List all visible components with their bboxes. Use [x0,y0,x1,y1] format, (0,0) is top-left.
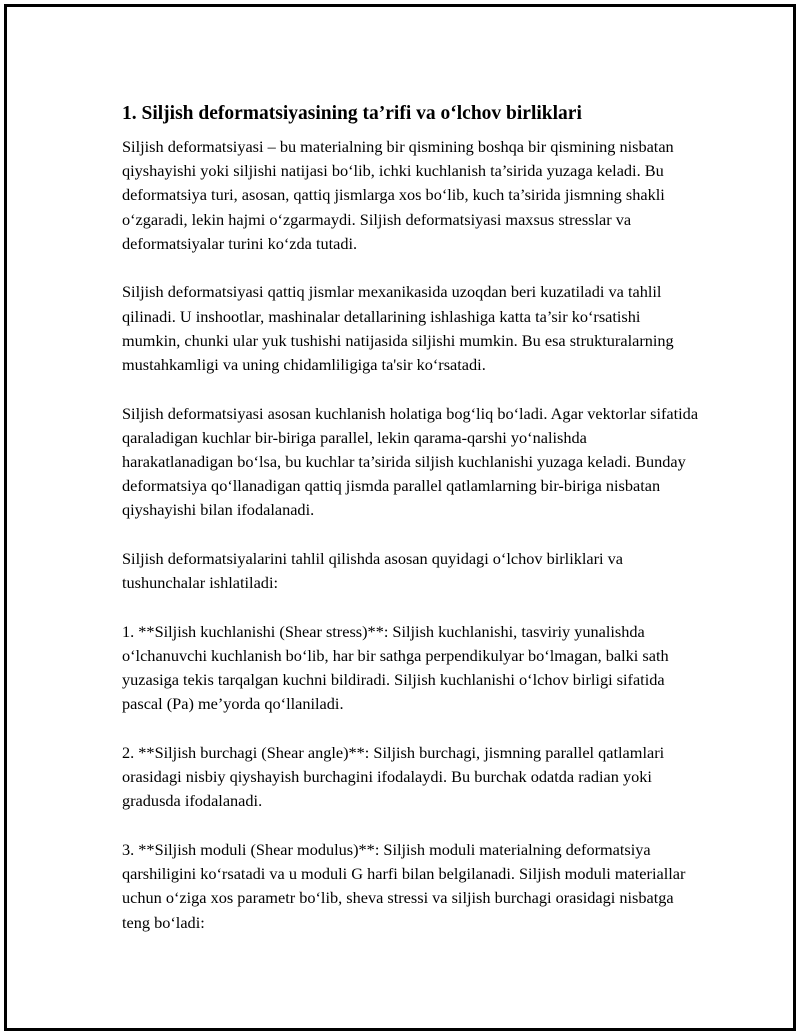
document-heading: 1. Siljish deformatsiyasining ta’rifi va o‘lchov birliklari [122,103,582,124]
paragraph-definition: Siljish deformatsiyasi – bu materialning bir qismining boshqa bir qismining nisbatan qiyshayishi yoki siljishi natijasi bo‘lib, ichki kuchlanish ta’sirida yuzaga keladi. Bu deformatsiya turi, asosan, qattiq jismlarga xos bo‘lib, kuch ta’sirida jismning shakli o‘zgaradi, lekin hajmi o‘zgarmaydi. Siljish deformatsiyasi maxsus stresslar va deformatsiyalar turini ko‘zda tutadi. [122,137,674,253]
paragraph-units-intro: Siljish deformatsiyalarini tahlil qilishda asosan quyidagi o‘lchov birliklari va tushunchalar ishlatiladi: [122,549,624,593]
paragraph-shear-angle: 2. **Siljish burchagi (Shear angle)**: Siljish burchagi, jismning parallel qatlamlari orasidagi nisbiy qiyshayish burchagini ifodalaydi. Bu burchak odatda radian yoki gradusda ifodalanadi. [122,743,665,811]
paragraph-mechanics: Siljish deformatsiyasi qattiq jismlar mexanikasida uzoqdan beri kuzatiladi va tahlil qilinadi. U inshootlar, mashinalar detallarining ishlashiga katta ta’sir ko‘rsatishi mumkin, chunki ular yuk tushishi natijasida siljishi mumkin. Bu esa strukturalarning mustahkamligi va uning chidamliligiga ta'sir ko‘rsatadi. [122,282,674,375]
paragraph-shear-stress: 1. **Siljish kuchlanishi (Shear stress)**: Siljish kuchlanishi, tasviriy yunalishda o‘lchanuvchi kuchlanish bo‘lib, har bir sathga perpendikulyar bo‘lmagan, balki sath yuzasiga tekis tarqalgan kuchni bildiradi. Siljish kuchlanishi o‘lchov birligi sifatida pascal (Pa) me’yorda qo‘llaniladi. [122,621,669,714]
paragraph-shear-modulus: 3. **Siljish moduli (Shear modulus)**: Siljish moduli materialning deformatsiya qarshiligini ko‘rsatadi va u moduli G harfi bilan belgilanadi. Siljish moduli materiallar uchun o‘ziga xos parametr bo‘lib, sheva stressi va siljish burchagi orasidagi nisbatga teng bo‘ladi: [122,840,686,932]
page-frame [4,4,796,1031]
paragraph-stress-state: Siljish deformatsiyasi asosan kuchlanish holatiga bog‘liq bo‘ladi. Agar vektorlar sifatida qaraladigan kuchlar bir-biriga parallel, lekin qarama-qarshi yo‘nalishda harakatlanadigan bo‘lsa, bu kuchlar ta’sirida siljish kuchlanishi yuzaga keladi. Bunday deformatsiya qo‘llanadigan qattiq jismda parallel qatlamlarning bir-biriga nisbatan qiyshayishi bilan ifodalanadi. [122,403,699,520]
document-body [122,101,702,959]
